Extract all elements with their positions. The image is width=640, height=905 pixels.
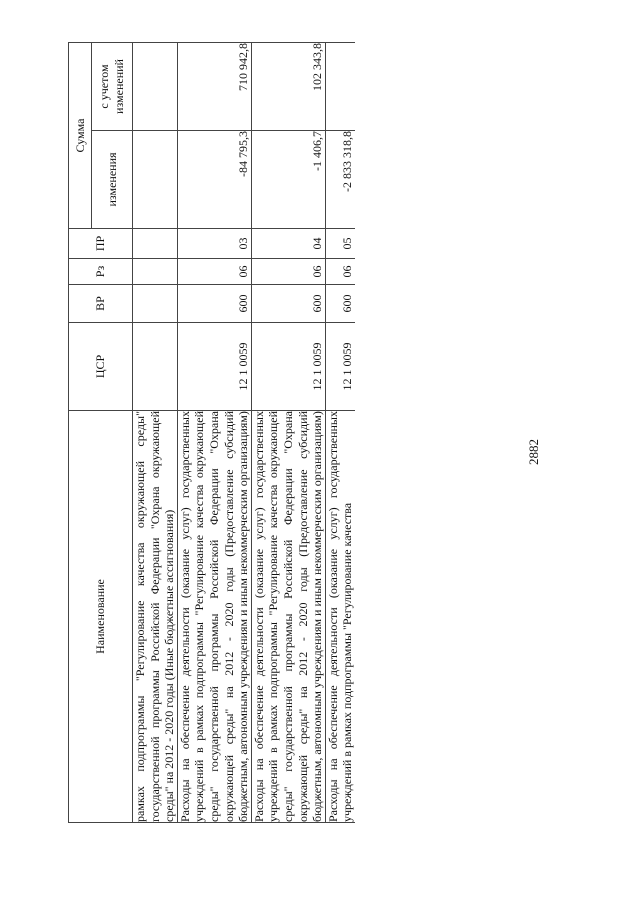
row-rz: 06 (177, 259, 251, 285)
row-total: 102 343,8 (251, 43, 325, 131)
header-pr: ПР (69, 229, 133, 259)
row-pr: 05 (325, 229, 355, 259)
table-row (251, 43, 325, 823)
row-name: Расходы на обеспечение деятельности (оказание услуг) государственных учреждений в рамках подпрограммы "Регулирование качества окружающей среды" государственной программы Российской Федерации "Охрана окружающей среды" на 2012 - 2020 годы (Предоставление субсидий бюджетным, автономным учреждениям и иным некоммерческим организациям) (177, 411, 251, 822)
table-row (133, 43, 178, 823)
budget-table (68, 42, 355, 823)
header-csr: ЦСР (69, 323, 133, 411)
header-vr: ВР (69, 285, 133, 323)
row-vr: 600 (177, 285, 251, 323)
row-csr (133, 323, 178, 411)
row-pr (133, 229, 178, 259)
row-rz: 06 (251, 259, 325, 285)
row-vr (133, 285, 178, 323)
row-csr: 12 1 0059 (177, 323, 251, 411)
row-vr: 600 (325, 285, 355, 323)
row-name: Расходы на обеспечение деятельности (оказание услуг) государственных учреждений в рамках подпрограммы "Регулирование качества (325, 411, 355, 822)
row-change: -84 795,3 (177, 131, 251, 229)
header-name: Наименование (69, 411, 133, 823)
header-rz: Рз (69, 259, 133, 285)
row-name: рамках подпрограммы "Регулирование качества окружающей среды" государственной программы Российской Федерации "Охрана окружающей среды" на 2012 - 2020 годы (Иные бюджетные ассигнования) (133, 411, 177, 822)
header-with-change: с учетом изменений (92, 43, 133, 131)
row-rz: 06 (325, 259, 355, 285)
row-pr: 03 (177, 229, 251, 259)
header-change: изменения (92, 131, 133, 229)
row-change: -2 833 318,8 (325, 131, 355, 229)
row-total (133, 43, 178, 131)
row-rz (133, 259, 178, 285)
table-row (325, 43, 355, 823)
row-total: 710 942,8 (177, 43, 251, 131)
page-number: 2882 (526, 439, 541, 465)
row-csr: 12 1 0059 (251, 323, 325, 411)
table-row (177, 43, 251, 823)
row-csr: 12 1 0059 (325, 323, 355, 411)
row-name: Расходы на обеспечение деятельности (оказание услуг) государственных учреждений в рамках подпрограммы "Регулирование качества окружающей среды" государственной программы Российской Федерации "Охрана окружающей среды" на 2012 - 2020 годы (Предоставление субсидий бюджетным, автономным учреждениям и иным некоммерческим организациям) (251, 411, 325, 822)
header-summa: Сумма (69, 43, 92, 229)
row-pr: 04 (251, 229, 325, 259)
row-vr: 600 (251, 285, 325, 323)
row-change: -1 406,7 (251, 131, 325, 229)
row-change (133, 131, 178, 229)
row-total (325, 43, 355, 131)
